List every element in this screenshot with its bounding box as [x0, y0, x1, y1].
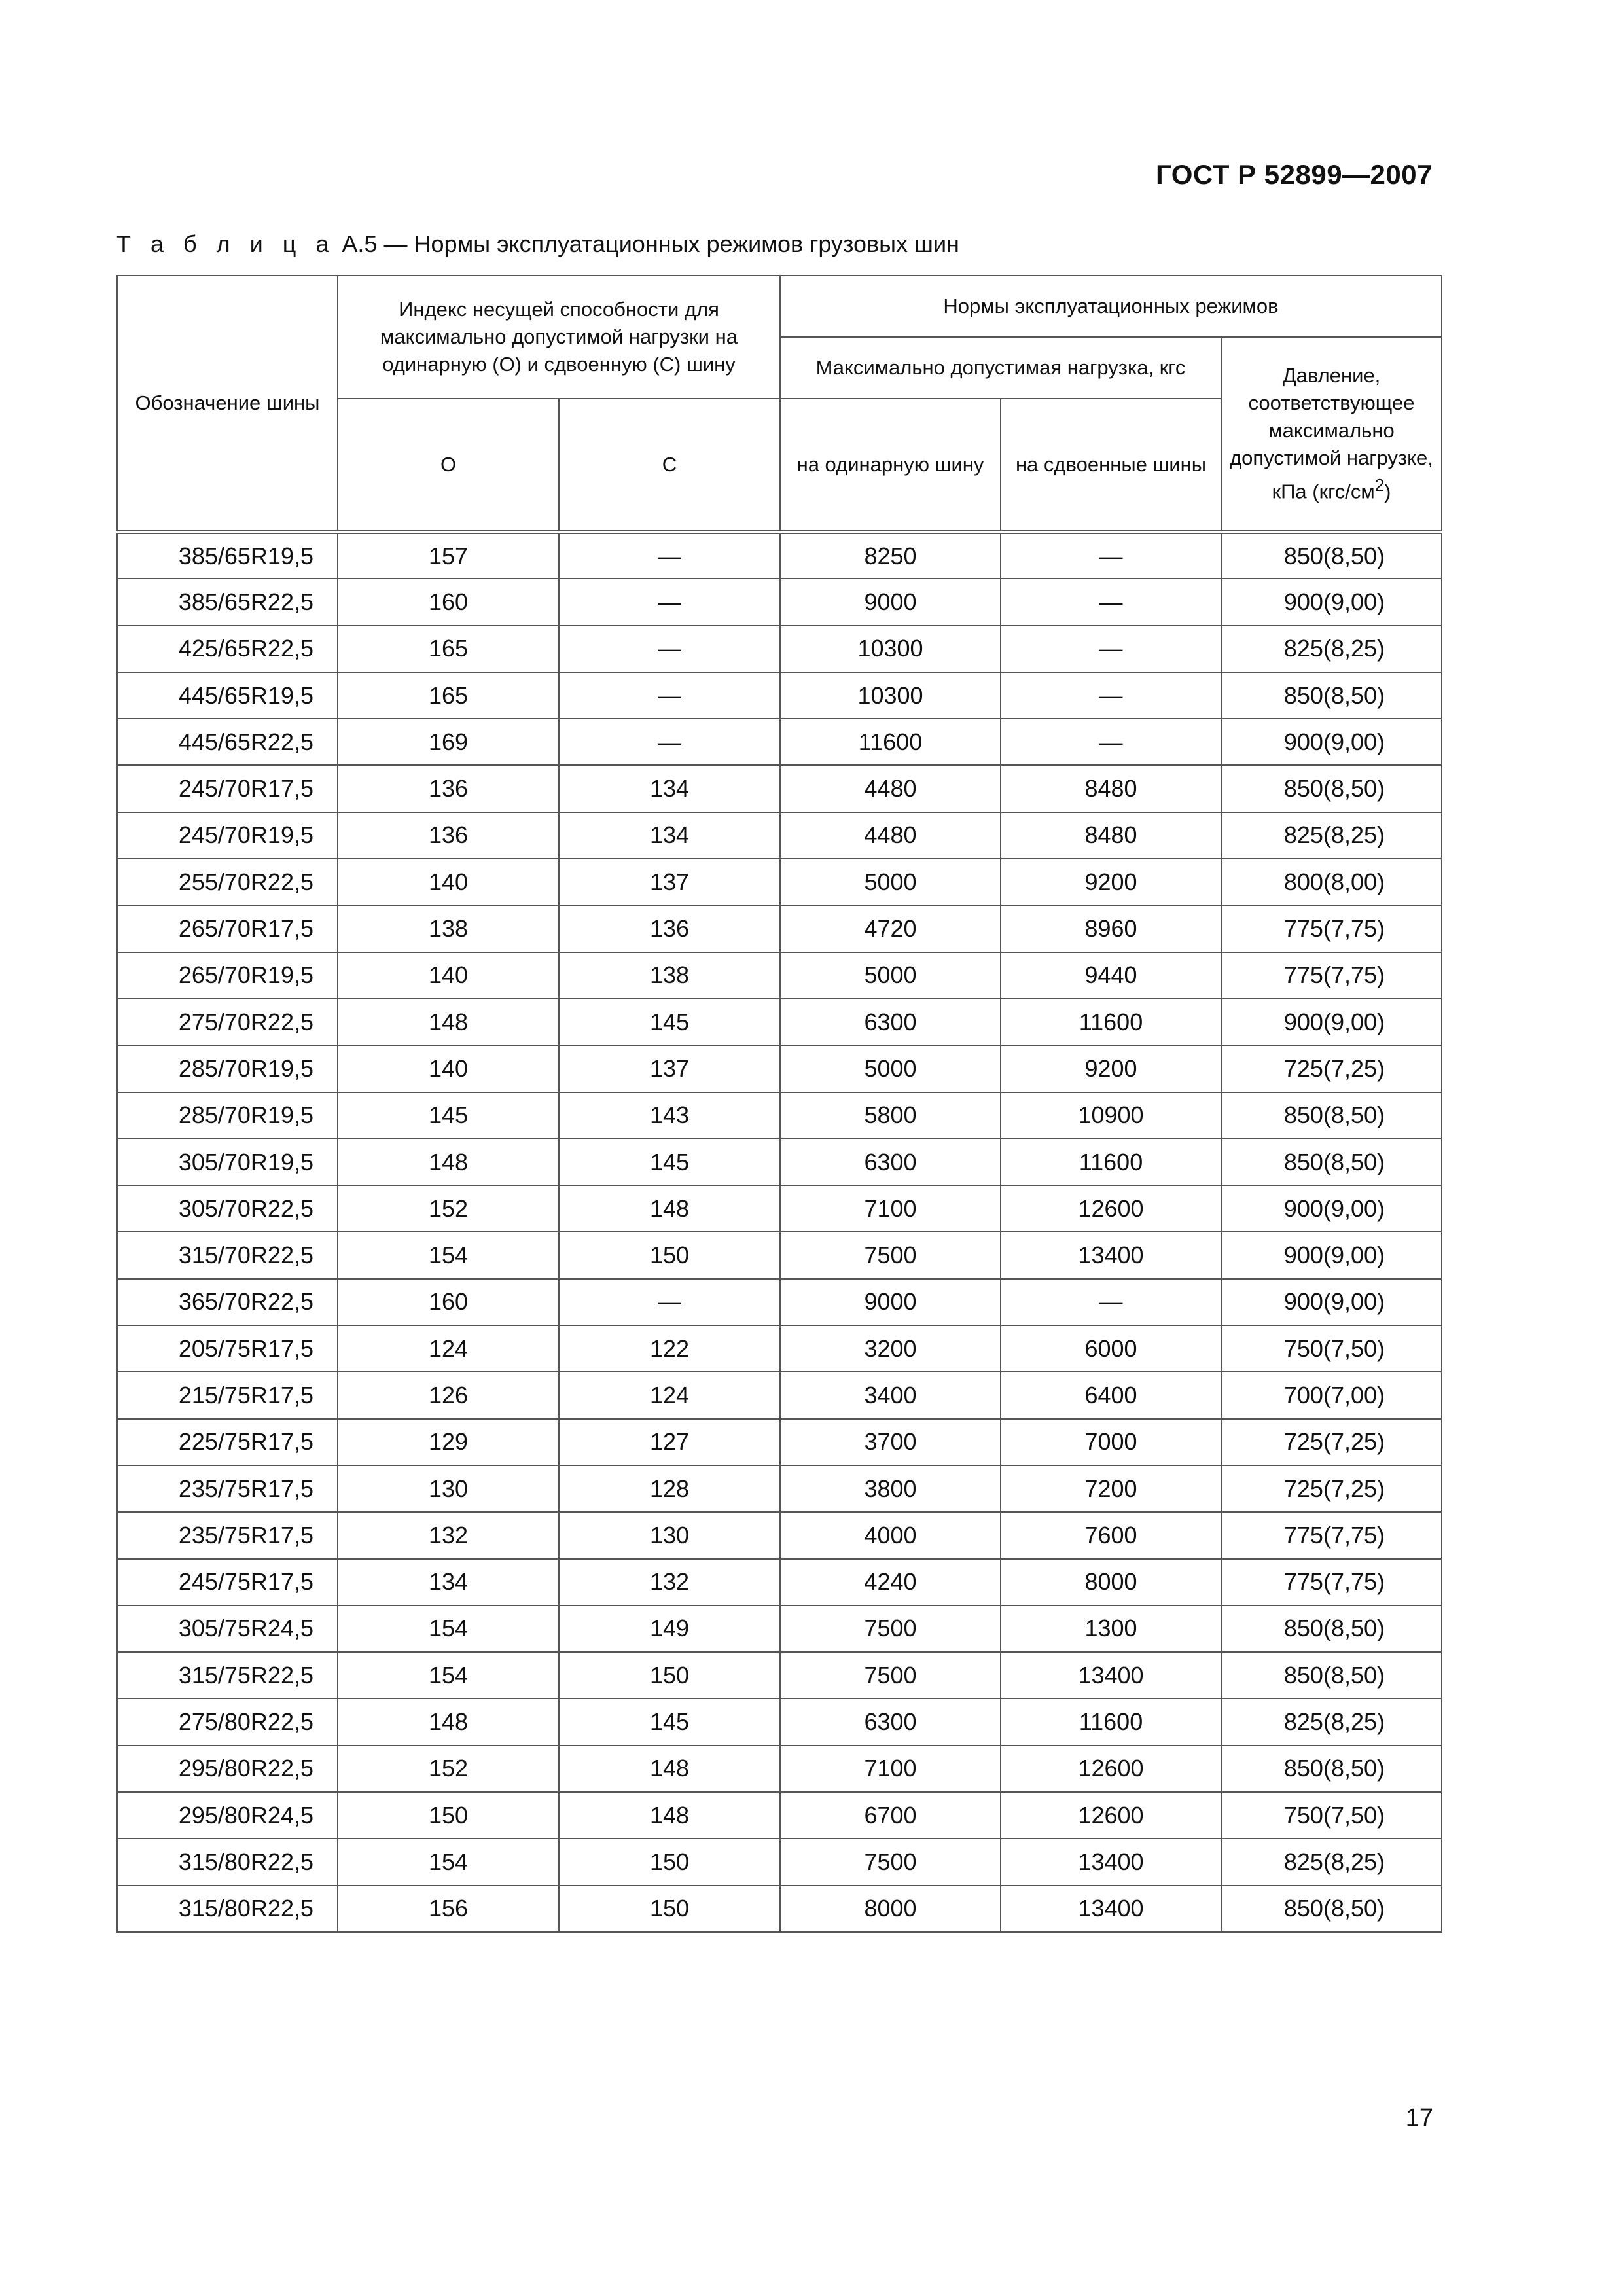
- tire-designation-cell: 255/70R22,5: [117, 859, 338, 905]
- max-load-dual-cell: 11600: [1001, 1698, 1221, 1745]
- pressure-cell: 825(8,25): [1221, 1839, 1442, 1885]
- max-load-single-cell: 6300: [780, 999, 1001, 1045]
- table-row: [117, 1559, 1442, 1605]
- load-index-dual-cell: 138: [559, 952, 780, 999]
- header-max-load: Максимально допустимая нагрузка, кгс: [780, 337, 1221, 399]
- tire-designation-cell: 225/75R17,5: [117, 1419, 338, 1465]
- header-pressure-sup: 2: [1374, 476, 1385, 495]
- max-load-dual-cell: —: [1001, 626, 1221, 672]
- load-index-single-cell: 154: [338, 1652, 559, 1698]
- max-load-dual-cell: —: [1001, 672, 1221, 719]
- header-single: на одинарную шину: [780, 399, 1001, 532]
- pressure-cell: 700(7,00): [1221, 1372, 1442, 1418]
- table-row: [117, 1372, 1442, 1418]
- pressure-cell: 900(9,00): [1221, 999, 1442, 1045]
- max-load-single-cell: 8000: [780, 1886, 1001, 1932]
- table-header: [117, 276, 1442, 532]
- tire-designation-cell: 265/70R19,5: [117, 952, 338, 999]
- max-load-dual-cell: 8480: [1001, 765, 1221, 812]
- tire-designation-cell: 305/70R22,5: [117, 1185, 338, 1232]
- table-row: [117, 1512, 1442, 1558]
- load-index-dual-cell: 128: [559, 1465, 780, 1512]
- header-dual: на сдвоенные шины: [1001, 399, 1221, 532]
- max-load-single-cell: 3700: [780, 1419, 1001, 1465]
- load-index-dual-cell: 127: [559, 1419, 780, 1465]
- max-load-dual-cell: 9200: [1001, 1045, 1221, 1092]
- table-row: [117, 1419, 1442, 1465]
- table-row: [117, 999, 1442, 1045]
- table-row: [117, 1279, 1442, 1325]
- pressure-cell: 900(9,00): [1221, 1185, 1442, 1232]
- tire-designation-cell: 205/75R17,5: [117, 1325, 338, 1372]
- table-row: [117, 812, 1442, 859]
- load-index-dual-cell: 145: [559, 1698, 780, 1745]
- load-index-single-cell: 154: [338, 1605, 559, 1652]
- table-row: [117, 1792, 1442, 1839]
- load-index-dual-cell: 134: [559, 812, 780, 859]
- max-load-single-cell: 4480: [780, 765, 1001, 812]
- load-index-single-cell: 156: [338, 1886, 559, 1932]
- load-index-dual-cell: 150: [559, 1886, 780, 1932]
- tire-designation-cell: 315/80R22,5: [117, 1886, 338, 1932]
- table-row: [117, 1698, 1442, 1745]
- max-load-dual-cell: 12600: [1001, 1185, 1221, 1232]
- max-load-dual-cell: 11600: [1001, 999, 1221, 1045]
- load-index-dual-cell: 124: [559, 1372, 780, 1418]
- tire-norms-table: [116, 275, 1442, 1933]
- header-pressure: [1221, 337, 1442, 532]
- max-load-single-cell: 4480: [780, 812, 1001, 859]
- load-index-dual-cell: 148: [559, 1185, 780, 1232]
- tire-designation-cell: 365/70R22,5: [117, 1279, 338, 1325]
- tire-designation-cell: 265/70R17,5: [117, 905, 338, 952]
- header-col-o: О: [338, 399, 559, 532]
- tire-designation-cell: 245/70R19,5: [117, 812, 338, 859]
- load-index-single-cell: 152: [338, 1185, 559, 1232]
- max-load-dual-cell: 12600: [1001, 1746, 1221, 1792]
- load-index-single-cell: 150: [338, 1792, 559, 1839]
- table-row: [117, 905, 1442, 952]
- load-index-single-cell: 136: [338, 812, 559, 859]
- max-load-single-cell: 5000: [780, 952, 1001, 999]
- table-row: [117, 765, 1442, 812]
- max-load-single-cell: 4720: [780, 905, 1001, 952]
- load-index-dual-cell: 150: [559, 1232, 780, 1278]
- max-load-single-cell: 9000: [780, 579, 1001, 625]
- header-norms: Нормы эксплуатационных режимов: [780, 276, 1442, 337]
- pressure-cell: 850(8,50): [1221, 672, 1442, 719]
- tire-designation-cell: 295/80R24,5: [117, 1792, 338, 1839]
- table-row: [117, 672, 1442, 719]
- max-load-dual-cell: 6400: [1001, 1372, 1221, 1418]
- pressure-cell: 775(7,75): [1221, 1559, 1442, 1605]
- max-load-dual-cell: 8960: [1001, 905, 1221, 952]
- header-designation: Обозначение шины: [117, 276, 338, 532]
- tire-designation-cell: 235/75R17,5: [117, 1465, 338, 1512]
- load-index-dual-cell: —: [559, 626, 780, 672]
- tire-designation-cell: 315/80R22,5: [117, 1839, 338, 1885]
- pressure-cell: 825(8,25): [1221, 812, 1442, 859]
- tire-designation-cell: 445/65R19,5: [117, 672, 338, 719]
- max-load-dual-cell: 12600: [1001, 1792, 1221, 1839]
- header-load-index: Индекс несущей способности для максимально допустимой нагрузки на одинарную (О) и сдвоенную (С) шину: [338, 276, 780, 399]
- load-index-single-cell: 136: [338, 765, 559, 812]
- pressure-cell: 850(8,50): [1221, 1139, 1442, 1185]
- load-index-dual-cell: 122: [559, 1325, 780, 1372]
- load-index-dual-cell: 137: [559, 1045, 780, 1092]
- max-load-single-cell: 3200: [780, 1325, 1001, 1372]
- pressure-cell: 825(8,25): [1221, 626, 1442, 672]
- max-load-single-cell: 9000: [780, 1279, 1001, 1325]
- caption-prefix: Т а б л и ц а: [116, 230, 336, 257]
- table-row: [117, 626, 1442, 672]
- max-load-dual-cell: 9440: [1001, 952, 1221, 999]
- load-index-dual-cell: 130: [559, 1512, 780, 1558]
- load-index-single-cell: 140: [338, 952, 559, 999]
- max-load-single-cell: 7500: [780, 1839, 1001, 1885]
- max-load-dual-cell: 8480: [1001, 812, 1221, 859]
- load-index-dual-cell: 145: [559, 1139, 780, 1185]
- load-index-dual-cell: —: [559, 579, 780, 625]
- pressure-cell: 850(8,50): [1221, 1652, 1442, 1698]
- caption-title: А.5 — Нормы эксплуатационных режимов грузовых шин: [335, 230, 959, 257]
- table-row: [117, 532, 1442, 579]
- table-row: [117, 1839, 1442, 1885]
- load-index-single-cell: 165: [338, 626, 559, 672]
- max-load-dual-cell: 1300: [1001, 1605, 1221, 1652]
- load-index-dual-cell: 132: [559, 1559, 780, 1605]
- max-load-single-cell: 3800: [780, 1465, 1001, 1512]
- load-index-dual-cell: 148: [559, 1792, 780, 1839]
- max-load-single-cell: 10300: [780, 672, 1001, 719]
- load-index-single-cell: 124: [338, 1325, 559, 1372]
- max-load-dual-cell: 13400: [1001, 1232, 1221, 1278]
- max-load-single-cell: 4240: [780, 1559, 1001, 1605]
- table-row: [117, 859, 1442, 905]
- max-load-dual-cell: —: [1001, 532, 1221, 579]
- pressure-cell: 725(7,25): [1221, 1419, 1442, 1465]
- tire-designation-cell: 275/80R22,5: [117, 1698, 338, 1745]
- load-index-single-cell: 169: [338, 719, 559, 765]
- table-row: [117, 1465, 1442, 1512]
- pressure-cell: 850(8,50): [1221, 765, 1442, 812]
- max-load-single-cell: 10300: [780, 626, 1001, 672]
- pressure-cell: 850(8,50): [1221, 1092, 1442, 1139]
- tire-designation-cell: 445/65R22,5: [117, 719, 338, 765]
- load-index-single-cell: 148: [338, 1698, 559, 1745]
- load-index-single-cell: 148: [338, 1139, 559, 1185]
- table-row: [117, 1652, 1442, 1698]
- tire-designation-cell: 425/65R22,5: [117, 626, 338, 672]
- load-index-single-cell: 152: [338, 1746, 559, 1792]
- pressure-cell: 750(7,50): [1221, 1325, 1442, 1372]
- max-load-dual-cell: 9200: [1001, 859, 1221, 905]
- max-load-dual-cell: 11600: [1001, 1139, 1221, 1185]
- pressure-cell: 900(9,00): [1221, 579, 1442, 625]
- max-load-single-cell: 7500: [780, 1605, 1001, 1652]
- table-body: [117, 532, 1442, 1932]
- load-index-dual-cell: 136: [559, 905, 780, 952]
- max-load-dual-cell: 7600: [1001, 1512, 1221, 1558]
- load-index-single-cell: 140: [338, 859, 559, 905]
- table-row: [117, 1325, 1442, 1372]
- tire-designation-cell: 385/65R19,5: [117, 532, 338, 579]
- table-row: [117, 1605, 1442, 1652]
- load-index-dual-cell: —: [559, 1279, 780, 1325]
- header-pressure-close: ): [1384, 480, 1391, 503]
- max-load-single-cell: 6300: [780, 1698, 1001, 1745]
- max-load-dual-cell: 7200: [1001, 1465, 1221, 1512]
- max-load-single-cell: 8250: [780, 532, 1001, 579]
- tire-designation-cell: 285/70R19,5: [117, 1045, 338, 1092]
- load-index-dual-cell: 143: [559, 1092, 780, 1139]
- pressure-cell: 850(8,50): [1221, 1746, 1442, 1792]
- load-index-dual-cell: —: [559, 719, 780, 765]
- tire-designation-cell: 295/80R22,5: [117, 1746, 338, 1792]
- pressure-cell: 825(8,25): [1221, 1698, 1442, 1745]
- max-load-dual-cell: 10900: [1001, 1092, 1221, 1139]
- page-number: 17: [1405, 2104, 1433, 2132]
- max-load-single-cell: 7100: [780, 1185, 1001, 1232]
- pressure-cell: 850(8,50): [1221, 1605, 1442, 1652]
- tire-designation-cell: 305/70R19,5: [117, 1139, 338, 1185]
- load-index-single-cell: 160: [338, 1279, 559, 1325]
- max-load-dual-cell: 13400: [1001, 1652, 1221, 1698]
- max-load-single-cell: 6300: [780, 1139, 1001, 1185]
- table-row: [117, 1092, 1442, 1139]
- pressure-cell: 850(8,50): [1221, 1886, 1442, 1932]
- load-index-dual-cell: 145: [559, 999, 780, 1045]
- table-row: [117, 1185, 1442, 1232]
- max-load-dual-cell: 13400: [1001, 1839, 1221, 1885]
- pressure-cell: 775(7,75): [1221, 905, 1442, 952]
- pressure-cell: 800(8,00): [1221, 859, 1442, 905]
- load-index-dual-cell: 149: [559, 1605, 780, 1652]
- table-row: [117, 719, 1442, 765]
- table-row: [117, 952, 1442, 999]
- tire-designation-cell: 245/70R17,5: [117, 765, 338, 812]
- load-index-dual-cell: 134: [559, 765, 780, 812]
- table-row: [117, 1746, 1442, 1792]
- pressure-cell: 900(9,00): [1221, 719, 1442, 765]
- max-load-dual-cell: 13400: [1001, 1886, 1221, 1932]
- max-load-single-cell: 4000: [780, 1512, 1001, 1558]
- tire-designation-cell: 275/70R22,5: [117, 999, 338, 1045]
- pressure-cell: 725(7,25): [1221, 1465, 1442, 1512]
- table-row: [117, 1232, 1442, 1278]
- max-load-single-cell: 11600: [780, 719, 1001, 765]
- tire-designation-cell: 385/65R22,5: [117, 579, 338, 625]
- tire-designation-cell: 315/75R22,5: [117, 1652, 338, 1698]
- load-index-dual-cell: 150: [559, 1652, 780, 1698]
- load-index-dual-cell: —: [559, 532, 780, 579]
- max-load-dual-cell: 7000: [1001, 1419, 1221, 1465]
- max-load-dual-cell: 6000: [1001, 1325, 1221, 1372]
- max-load-single-cell: 5000: [780, 1045, 1001, 1092]
- load-index-single-cell: 140: [338, 1045, 559, 1092]
- pressure-cell: 850(8,50): [1221, 532, 1442, 579]
- table-row: [117, 1139, 1442, 1185]
- pressure-cell: 900(9,00): [1221, 1232, 1442, 1278]
- table-row: [117, 579, 1442, 625]
- pressure-cell: 900(9,00): [1221, 1279, 1442, 1325]
- load-index-single-cell: 160: [338, 579, 559, 625]
- load-index-single-cell: 130: [338, 1465, 559, 1512]
- header-pressure-text: Давление, соответствующее максимально допустимой нагрузке, кПа (кгс/см: [1230, 364, 1433, 503]
- tire-designation-cell: 285/70R19,5: [117, 1092, 338, 1139]
- max-load-dual-cell: —: [1001, 719, 1221, 765]
- load-index-dual-cell: 150: [559, 1839, 780, 1885]
- table-row: [117, 1045, 1442, 1092]
- tire-designation-cell: 305/75R24,5: [117, 1605, 338, 1652]
- load-index-single-cell: 134: [338, 1559, 559, 1605]
- load-index-dual-cell: —: [559, 672, 780, 719]
- pressure-cell: 750(7,50): [1221, 1792, 1442, 1839]
- load-index-single-cell: 138: [338, 905, 559, 952]
- table-row: [117, 1886, 1442, 1932]
- load-index-single-cell: 148: [338, 999, 559, 1045]
- max-load-single-cell: 5000: [780, 859, 1001, 905]
- max-load-single-cell: 7500: [780, 1652, 1001, 1698]
- tire-designation-cell: 235/75R17,5: [117, 1512, 338, 1558]
- pressure-cell: 775(7,75): [1221, 952, 1442, 999]
- load-index-single-cell: 132: [338, 1512, 559, 1558]
- pressure-cell: 725(7,25): [1221, 1045, 1442, 1092]
- load-index-dual-cell: 137: [559, 859, 780, 905]
- load-index-single-cell: 145: [338, 1092, 559, 1139]
- max-load-dual-cell: —: [1001, 579, 1221, 625]
- max-load-single-cell: 7500: [780, 1232, 1001, 1278]
- max-load-single-cell: 7100: [780, 1746, 1001, 1792]
- load-index-dual-cell: 148: [559, 1746, 780, 1792]
- load-index-single-cell: 154: [338, 1839, 559, 1885]
- document-id: ГОСТ Р 52899—2007: [1156, 159, 1433, 190]
- tire-designation-cell: 215/75R17,5: [117, 1372, 338, 1418]
- load-index-single-cell: 129: [338, 1419, 559, 1465]
- load-index-single-cell: 165: [338, 672, 559, 719]
- tire-designation-cell: 315/70R22,5: [117, 1232, 338, 1278]
- header-col-c: С: [559, 399, 780, 532]
- pressure-cell: 775(7,75): [1221, 1512, 1442, 1558]
- max-load-single-cell: 3400: [780, 1372, 1001, 1418]
- load-index-single-cell: 154: [338, 1232, 559, 1278]
- tire-designation-cell: 245/75R17,5: [117, 1559, 338, 1605]
- load-index-single-cell: 157: [338, 532, 559, 579]
- max-load-single-cell: 5800: [780, 1092, 1001, 1139]
- max-load-dual-cell: 8000: [1001, 1559, 1221, 1605]
- load-index-single-cell: 126: [338, 1372, 559, 1418]
- table-caption: [116, 230, 959, 258]
- max-load-dual-cell: —: [1001, 1279, 1221, 1325]
- max-load-single-cell: 6700: [780, 1792, 1001, 1839]
